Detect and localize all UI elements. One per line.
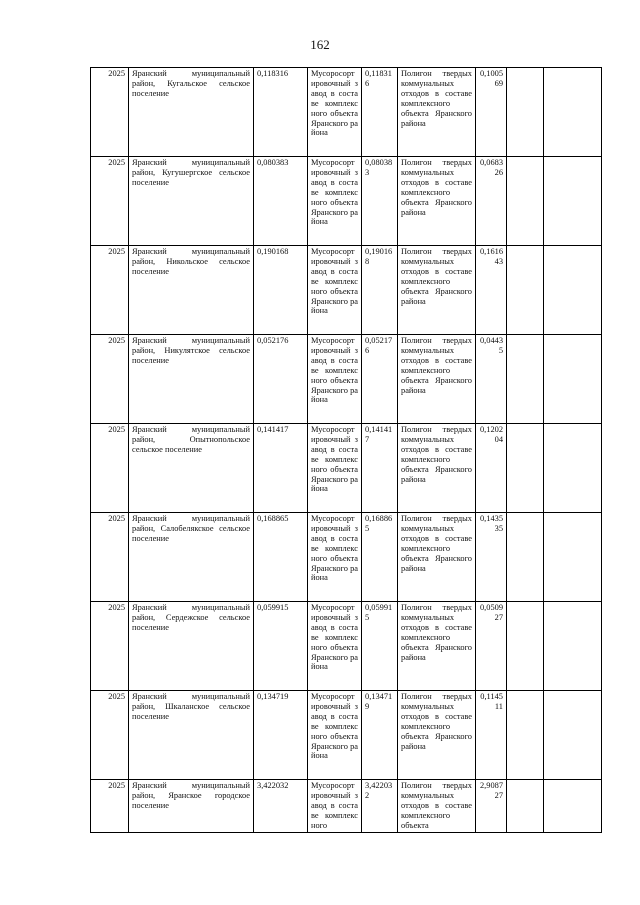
landfill-cell: Полигон твердых коммунальных отходов в составе комплексного объекта — [398, 780, 476, 833]
volume-cell: 0,141417 — [254, 424, 308, 513]
landfill-cell: Полигон твердых коммунальных отходов в составе комплексного объекта Яранского района — [398, 68, 476, 157]
year-cell: 2025 — [91, 335, 129, 424]
year-cell: 2025 — [91, 513, 129, 602]
landfill-volume-cell: 0,114511 — [476, 691, 507, 780]
municipality-cell: Яранский муниципальный район, Опытнопольское сельское поселение — [129, 424, 254, 513]
year-cell: 2025 — [91, 691, 129, 780]
empty-cell — [507, 335, 544, 424]
landfill-cell: Полигон твердых коммунальных отходов в составе комплексного объекта Яранского района — [398, 335, 476, 424]
year-cell: 2025 — [91, 780, 129, 833]
landfill-volume-cell: 0,100569 — [476, 68, 507, 157]
sorted-volume-cell: 3,422032 — [362, 780, 398, 833]
municipality-cell: Яранский муниципальный район, Яранское городское поселение — [129, 780, 254, 833]
municipality-cell: Яранский муниципальный район, Салобелякское сельское поселение — [129, 513, 254, 602]
sorting-plant-cell: Мусоросортировочный завод в составе комплексного объекта Яранского района — [308, 335, 362, 424]
empty-cell — [544, 157, 602, 246]
sorting-plant-cell: Мусоросортировочный завод в составе комплексного объекта Яранского района — [308, 424, 362, 513]
table-row — [91, 602, 602, 691]
volume-cell: 0,052176 — [254, 335, 308, 424]
landfill-cell: Полигон твердых коммунальных отходов в составе комплексного объекта Яранского района — [398, 513, 476, 602]
table-row — [91, 513, 602, 602]
volume-cell: 0,118316 — [254, 68, 308, 157]
empty-cell — [507, 246, 544, 335]
volume-cell: 0,134719 — [254, 691, 308, 780]
empty-cell — [544, 602, 602, 691]
sorting-plant-cell: Мусоросортировочный завод в составе комплексного — [308, 780, 362, 833]
table-row — [91, 335, 602, 424]
year-cell: 2025 — [91, 246, 129, 335]
landfill-volume-cell: 0,161643 — [476, 246, 507, 335]
landfill-volume-cell: 0,04435 — [476, 335, 507, 424]
volume-cell: 0,080383 — [254, 157, 308, 246]
municipality-cell: Яранский муниципальный район, Кугальское сельское поселение — [129, 68, 254, 157]
sorting-plant-cell: Мусоросортировочный завод в составе комплексного объекта Яранского района — [308, 246, 362, 335]
landfill-volume-cell: 0,050927 — [476, 602, 507, 691]
sorted-volume-cell: 0,118316 — [362, 68, 398, 157]
empty-cell — [507, 780, 544, 833]
empty-cell — [544, 424, 602, 513]
sorted-volume-cell: 0,168865 — [362, 513, 398, 602]
year-cell: 2025 — [91, 424, 129, 513]
sorted-volume-cell: 0,141417 — [362, 424, 398, 513]
table-row — [91, 246, 602, 335]
volume-cell: 0,059915 — [254, 602, 308, 691]
page-number: 162 — [310, 37, 330, 52]
table-row — [91, 68, 602, 157]
municipality-cell: Яранский муниципальный район, Кугушергское сельское поселение — [129, 157, 254, 246]
empty-cell — [507, 691, 544, 780]
empty-cell — [544, 335, 602, 424]
sorting-plant-cell: Мусоросортировочный завод в составе комплексного объекта Яранского района — [308, 68, 362, 157]
landfill-cell: Полигон твердых коммунальных отходов в составе комплексного объекта Яранского района — [398, 246, 476, 335]
landfill-volume-cell: 0,068326 — [476, 157, 507, 246]
empty-cell — [544, 246, 602, 335]
empty-cell — [544, 68, 602, 157]
table-row — [91, 691, 602, 780]
sorting-plant-cell: Мусоросортировочный завод в составе комплексного объекта Яранского района — [308, 691, 362, 780]
municipality-cell: Яранский муниципальный район, Никольское сельское поселение — [129, 246, 254, 335]
waste-flow-table — [90, 67, 602, 833]
landfill-cell: Полигон твердых коммунальных отходов в составе комплексного объекта Яранского района — [398, 602, 476, 691]
table-row — [91, 780, 602, 833]
municipality-cell: Яранский муниципальный район, Шкаланское сельское поселение — [129, 691, 254, 780]
municipality-cell: Яранский муниципальный район, Никулятское сельское поселение — [129, 335, 254, 424]
volume-cell: 0,190168 — [254, 246, 308, 335]
landfill-volume-cell: 0,120204 — [476, 424, 507, 513]
landfill-cell: Полигон твердых коммунальных отходов в составе комплексного объекта Яранского района — [398, 424, 476, 513]
sorted-volume-cell: 0,052176 — [362, 335, 398, 424]
landfill-cell: Полигон твердых коммунальных отходов в составе комплексного объекта Яранского района — [398, 157, 476, 246]
landfill-cell: Полигон твердых коммунальных отходов в составе комплексного объекта Яранского района — [398, 691, 476, 780]
year-cell: 2025 — [91, 68, 129, 157]
sorted-volume-cell: 0,134719 — [362, 691, 398, 780]
empty-cell — [507, 602, 544, 691]
sorting-plant-cell: Мусоросортировочный завод в составе комплексного объекта Яранского района — [308, 157, 362, 246]
empty-cell — [544, 780, 602, 833]
empty-cell — [507, 157, 544, 246]
empty-cell — [507, 513, 544, 602]
volume-cell: 3,422032 — [254, 780, 308, 833]
empty-cell — [507, 68, 544, 157]
empty-cell — [544, 513, 602, 602]
landfill-volume-cell: 0,143535 — [476, 513, 507, 602]
empty-cell — [507, 424, 544, 513]
sorted-volume-cell: 0,190168 — [362, 246, 398, 335]
sorted-volume-cell: 0,080383 — [362, 157, 398, 246]
landfill-volume-cell: 2,908727 — [476, 780, 507, 833]
table-row — [91, 424, 602, 513]
sorting-plant-cell: Мусоросортировочный завод в составе комплексного объекта Яранского района — [308, 602, 362, 691]
sorting-plant-cell: Мусоросортировочный завод в составе комплексного объекта Яранского района — [308, 513, 362, 602]
empty-cell — [544, 691, 602, 780]
year-cell: 2025 — [91, 157, 129, 246]
sorted-volume-cell: 0,059915 — [362, 602, 398, 691]
municipality-cell: Яранский муниципальный район, Сердежское сельское поселение — [129, 602, 254, 691]
table-row — [91, 157, 602, 246]
volume-cell: 0,168865 — [254, 513, 308, 602]
year-cell: 2025 — [91, 602, 129, 691]
